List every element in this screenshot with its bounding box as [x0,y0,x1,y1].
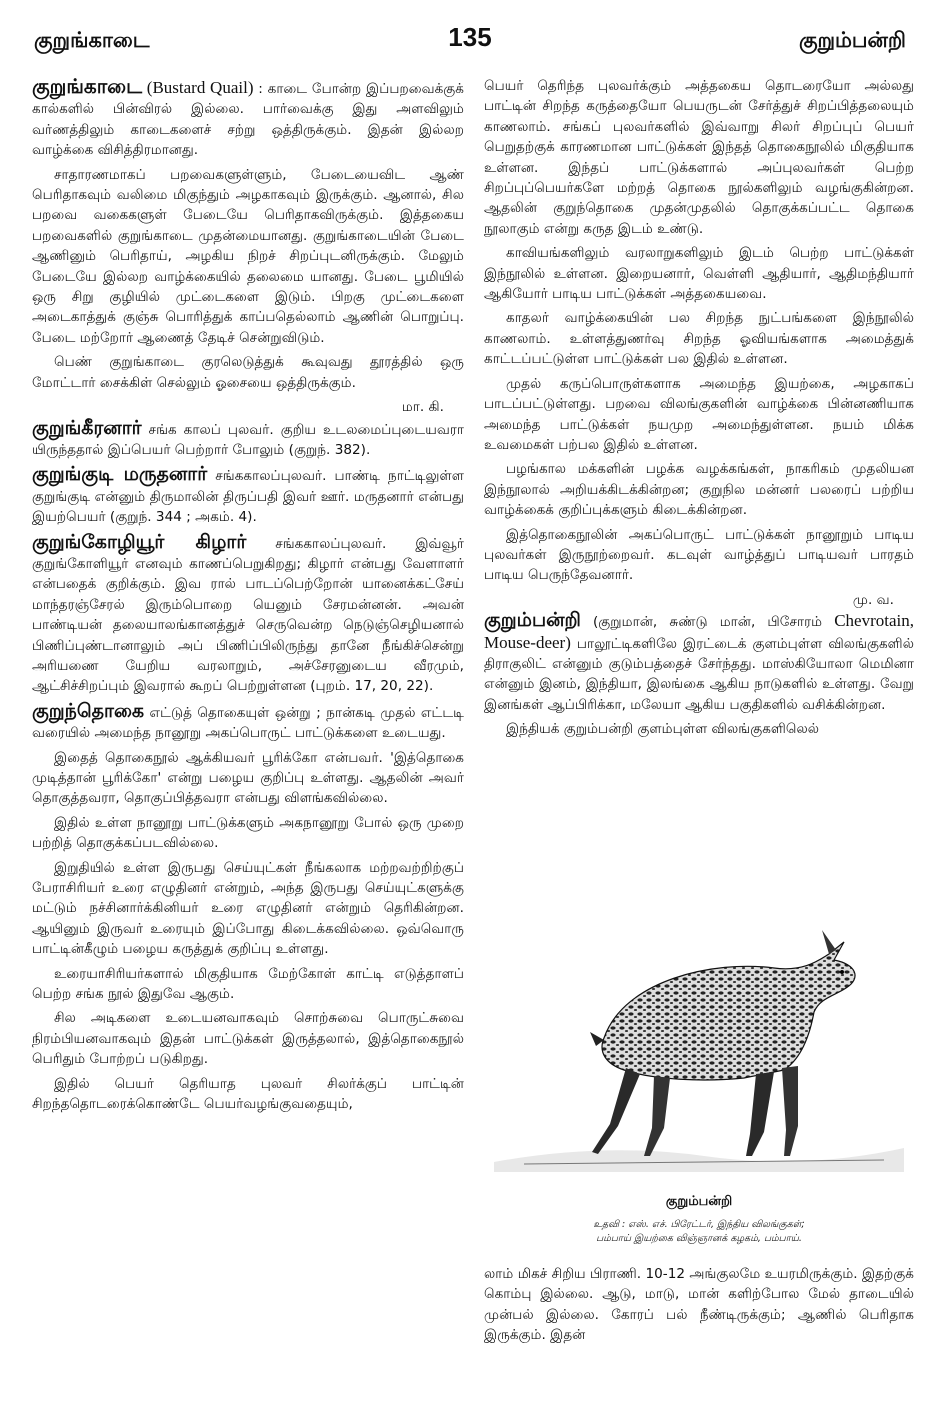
latin-name: (Bustard Quail) [146,78,254,97]
running-head-left: குறுங்காடை [34,28,150,52]
left-column [32,76,464,1119]
entry-text: எட்டுத் தொகையுள் ஒன்று ; நான்கடி முதல் எட்டடி வரையில் அமைந்த நானூறு அகப்பொருட் பாட்டுக்களை உடையது. [32,704,464,742]
entry-kurunthogai [32,701,464,744]
page-number: 135 [448,22,492,52]
paragraph: பழங்கால மக்களின் பழக்க வழக்கங்கள், நாகரிகம் முதலியன இந்நூலால் அறியக்கிடக்கின்றன; குறுநில மன்னர் பலரைப் பற்றிய வாழ்க்கைக் குறிப்புக்களும் கிடைக்கின்றன. [484,461,914,519]
right-column-continuation [484,1264,914,1346]
entry-text: சங்ககாலப்புலவர். இவ்வூர் குறுங்கோளியூர் எனவும் காணப்பெறுகிறது; கிழார் என்பது வேளாளர் என்பதைக் குறிக்கும். இவ ரால் பாடப்பெற்றோன் யானைக்கட்சேய் மாந்தரஞ்சேரல் இரும்பொறை யெனும் சேரமன்னன். அவன் பாண்டியன் தலையாலங்கானத்துச் செருவென்ற நெடுஞ்செழியனால் பிணிப்புண்டானாலும் அப் பிணிப்பிலிருந்து தானே நீங்கிச்சென்று அரியணை யேறிய வரலாறும், அச்சேரனுடைய வீரமும், ஆட்சிச்சிறப்பும் இவரால் கூறப் பெற்றுள்ளன (புறம். 17, 20, 22). [32,535,464,695]
mouse-deer-figure [484,920,914,1246]
running-head-right: குறும்பன்றி [798,28,906,52]
headword: குறுங்காடை [32,74,142,98]
figure-credit-line: உதவி : எஸ். எச். பிரேட்டர், இந்திய விலங்குகள்; [593,1219,805,1230]
figure-caption: குறும்பன்றி [665,1194,733,1209]
paragraph: இந்தியக் குறும்பன்றி குளம்புள்ள விலங்குகளிலெல் [506,721,820,738]
headword: குறுங்கீரனார் [32,416,142,439]
entry-kurungozhiyur-kizhar [32,532,464,697]
author-signature: மா. கி. [401,399,444,416]
page-header [34,22,906,62]
paragraph: முதல் கருப்பொருள்களாக அமைந்த இயற்கை, அழகாகப் பாடப்பட்டுள்ளது. பறவை விலங்குகளின் வாழ்க்கை பின்னணியாக அமைந்த பாட்டுக்கள் நயமுற அமைந்துள்ளன. நயம் மிக்க உவமைகள் பற்பல இதில் உள்ளன. [484,375,914,453]
entry-kurungadai [32,76,464,161]
paragraph: பெண் குறுங்காடை குரலெடுத்துக் கூவுவது தூரத்தில் ஒரு மோட்டார் சைக்கிள் செல்லும் ஓசையை ஒத்திருக்கும். [32,354,464,391]
paragraph: லாம் மிகச் சிறிய பிராணி. 10-12 அங்குலமே உயரமிருக்கும். இதற்குக் கொம்பு இல்லை. ஆடு, மாடு, மான் களிற்போல மேல் தாடையில் முன்பல் இல்லை. கோரப் பல் நீண்டிருக்கும்; ஆணில் பெரிதாக இருக்கும். இதன் [484,1266,914,1344]
paragraph: இதில் உள்ள நானூறு பாட்டுக்களும் அகநானூறு போல் ஒரு முறை பற்றித் தொகுக்கப்படவில்லை. [32,814,464,852]
mouse-deer-illustration [484,920,914,1182]
headword: குறுங்குடி மருதனார் [32,463,208,486]
entry-text: சங்ககாலப்புலவர். பாண்டி நாட்டிலுள்ள குறுங்குடி என்னும் திருமாலின் திருப்பதி இவர் ஊர். மருதனார் என்பது இயற்பெயர் (குறுந். 344 ; அகம். 4). [32,468,464,526]
paragraph: காவியங்களிலும் வரலாறுகளிலும் இடம் பெற்ற பாட்டுக்கள் இந்நூலில் உள்ளன. இறையனார், வெள்ளி ஆதியார், ஆதிமந்தியார் ஆகியோர் பாடிய பாட்டுக்கள் அத்தகையவை. [484,245,914,303]
headword: குறும்பன்றி [484,609,581,632]
headword: குறுங்கோழியூர் கிழார் [32,530,247,553]
paragraph: இறுதியில் உள்ள இருபது செய்யுட்கள் நீங்கலாக மற்றவற்றிற்குப் பேராசிரியர் உரை எழுதினர் என்றும், அந்த இருபது செய்யுட்களுக்கு மட்டும் நச்சினார்க்கினியர் உரை எழுதினர் என்றும் தெரிகின்றன. ஆயினும் இருவர் உரையும் இப்போது கிடைக்கவில்லை. ஒவ்வொரு பாட்டின்கீழும் பழைய கருத்துக் குறிப்பு உள்ளது. [32,859,464,958]
paragraph: பெயர் தெரிந்த புலவர்க்கும் அத்தகைய தொடரையோ அல்லது பாட்டின் சிறந்த கருத்தையோ பெயருடன் சேர்த்துச் சிறப்பித்தலையும் காணலாம். சங்கப் புலவர்களில் இவ்வாறு சிலர் சிறப்புப் பெயர் பெறுதற்குக் காரணமான பாட்டுக்கள் இந்தத் தொகைநூலில் மிகுதியாக உள்ளன. இந்தப் பாட்டுக்களால் அப்புலவர்கள் பெற்ற சிறப்புப்பெயர்களே மற்றத் தொகை நூல்களிலும் வழங்குகின்றன. ஆதலின் குறுந்தொகை முதன்முதலில் தொகுக்கப்பட்ட தொகை நூலாகும் என்று கருத இடம் உண்டு. [484,78,914,237]
paragraph: காதலர் வாழ்க்கையின் பல சிறந்த நுட்பங்களை இந்நூலில் காணலாம். உள்ளத்துணர்வு சிறந்த ஓவியங்களாக அமைத்துக் காட்டப்பட்டுள்ள பாட்டுக்கள் பல இதில் உள்ளன. [484,310,914,368]
entry-kurumbanri [484,610,914,715]
right-column [484,76,914,744]
entry-text: பாலூட்டிகளிலே இரட்டைக் குளம்புள்ள விலங்குகளில் திராகுலிட் என்னும் குடும்பத்தைச் சேர்ந்தது. மாஸ்கியோலா மெமினா என்னும் இனம், இந்தியா, இலங்கை ஆகிய நாடுகளில் உள்ளது. வேறு இனங்கள் ஆப்பிரிக்கா, மலேயா ஆகிய பகுதிகளில் வசிக்கின்றன. [484,635,914,713]
figure-credit-line: பம்பாய் இயற்கை விஞ்ஞானக் கழகம், பம்பாய். [596,1233,802,1244]
aside-names: (குறுமான், சுண்டு மான், பிசோரம் [592,614,823,631]
entry-text: : காடை போன்ற இப்பறவைக்குக் கால்களில் பின்விரல் இல்லை. பார்வைக்கு இது அளவிலும் வர்ணத்திலும் காடைகளைச் சற்று ஒத்திருக்கும். இதன் இல்லற வாழ்க்கை விசித்திரமானது. [32,81,464,159]
figure-credit [484,1218,914,1246]
entry-text: சங்க காலப் புலவர். குறிய உடலமைப்புடையவரா யிருந்ததால் இப்பெயர் பெற்றார் போலும் (குறுந். 382). [32,421,464,458]
entry-kurungiranar [32,418,464,461]
paragraph: இதில் பெயர் தெரியாத புலவர் சிலர்க்குப் பாட்டின் சிறந்ததொடரைக்கொண்டே பெயர்வழங்குவதையும், [32,1075,464,1113]
entry-kurungudi-marudanar [32,464,464,527]
paragraph: உரையாசிரியர்களால் மிகுதியாக மேற்கோள் காட்டி எடுத்தாளப் பெற்ற சங்க நூல் இதுவே ஆகும். [32,965,464,1003]
latin-name: Chevrotain, Mouse-deer) [484,611,914,652]
paragraph: இதைத் தொகைநூல் ஆக்கியவர் பூரிக்கோ என்பவர். 'இத்தொகை முடித்தான் பூரிக்கோ' என்று பழைய குறிப்பு உள்ளது. ஆதலின் அவர் தொகுத்தவரா, தொகுப்பித்தவரா என்பது விளங்கவில்லை. [32,749,464,807]
author-signature: மு. வ. [852,591,894,608]
paragraph: சாதாரணமாகப் பறவைகளுள்ளும், பேடையைவிட ஆண் பெரிதாகவும் வலிமை மிகுந்தும் அழகாகவும் இருக்கும். ஆனால், சில பறவை வகைகளுள் பேடையே பெரிதாகவிருக்கும். இத்தகைய பறவைகளில் குறுங்காடை முதன்மையானது. குறுங்காடையின் பேடை ஆணினும் பெரிதாய், அழகிய நிறச் சிறப்புடனிருக்கும். மேலும் பேடையே இல்லற வாழ்க்கையில் தலைமை யானது. பேடை பூமியில் ஒரு சிறு குழியில் முட்டைகளை இடும். பிறகு முட்டைகளை அடைகாத்துக் குஞ்சு பொரித்துக் காப்பதெல்லாம் ஆணின் பொறுப்பு. பேடை மற்றோர் ஆணைத் தேடிச் சென்றுவிடும். [32,166,464,346]
paragraph: சில அடிகளை உடையனவாகவும் சொற்சுவை பொருட்சுவை நிரம்பியனவாகவும் இதன் பாட்டுக்கள் இருத்தலால், இத்தொகைநூல் பெரிதும் போற்றப் படுகிறது. [32,1010,464,1068]
headword: குறுந்தொகை [32,699,145,722]
paragraph: இத்தொகைநூலின் அகப்பொருட் பாட்டுக்கள் நானூறும் பாடிய புலவர்கள் இருநூற்றைவர். கடவுள் வாழ்த்துப் பாடியவர் பாரதம் பாடிய பெருந்தேவனார். [484,526,914,584]
